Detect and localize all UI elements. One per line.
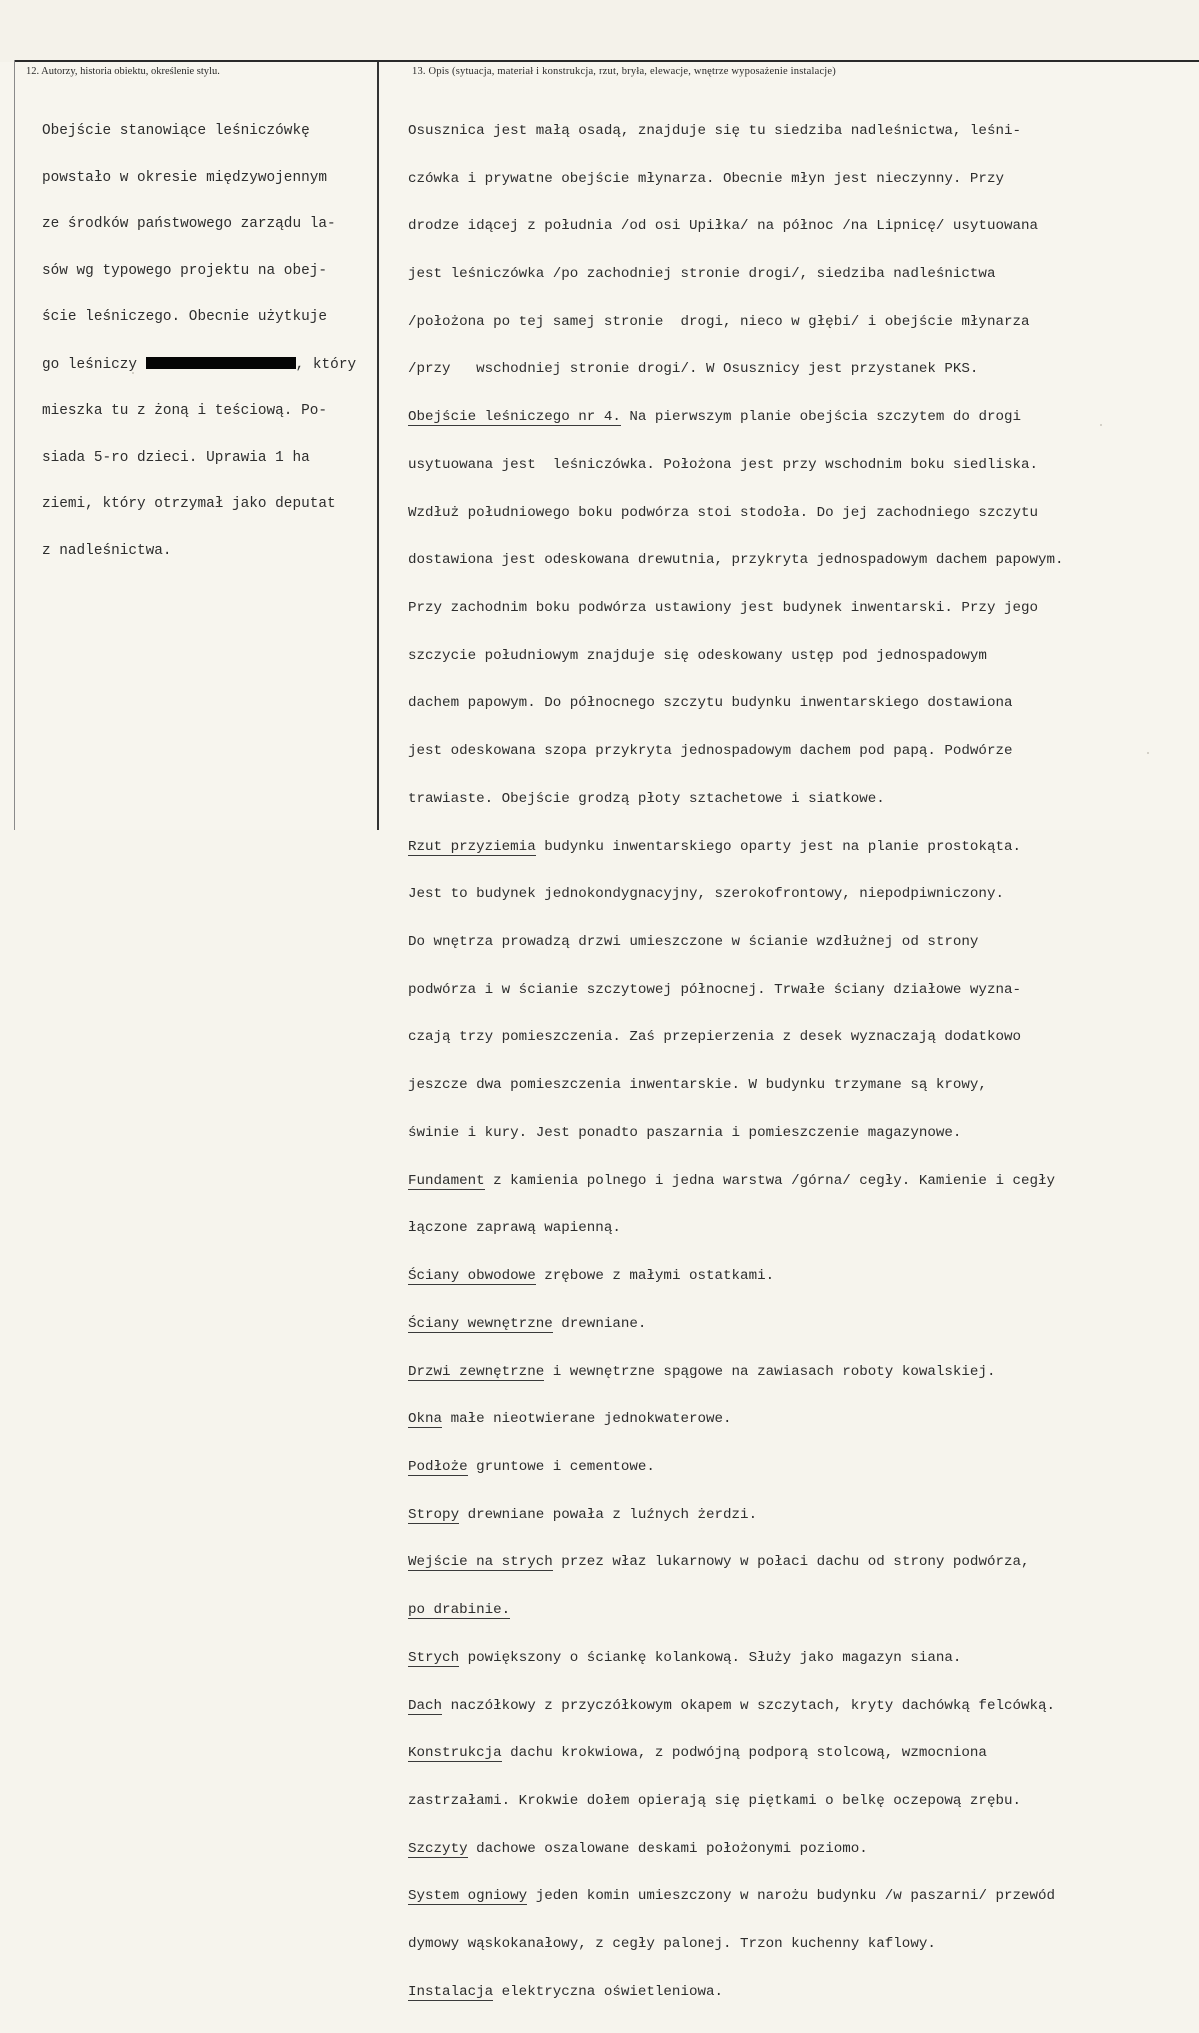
text-line [408, 1651, 1064, 1667]
text-line: Wzdłuż południowego boku podwórza stoi stodoła. Do jej zachodniego szczytu [408, 504, 1039, 521]
underlined-term: Strych [408, 1649, 460, 1666]
text-line [408, 1269, 1064, 1285]
text-line: szczycie południowym znajduje się odeskowany ustęp pod jednospadowym [408, 647, 987, 664]
text-line: jest odeskowana szopa przykryta jednospadowym dachem pod papą. Podwórze [408, 743, 1013, 760]
text-segment: zrębowe z małymi ostatkami. [535, 1268, 775, 1285]
text-line: powstało w okresie międzywojennym [42, 169, 327, 186]
text-line: łączone zaprawą wapienną. [408, 1220, 621, 1237]
description-text [408, 92, 1064, 2033]
text-segment: i wewnętrzne spągowe na zawiasach roboty kowalskiej. [544, 1363, 996, 1380]
text-segment: go leśniczy [42, 356, 137, 373]
underlined-term: Stropy [408, 1506, 460, 1523]
text-segment: drewniane powała z luźnych żerdzi. [459, 1506, 758, 1523]
text-line [408, 1699, 1064, 1715]
underlined-term: Rzut przyziemia [408, 838, 536, 855]
text-line [408, 1889, 1064, 1905]
underlined-term: Ściany wewnętrzne [408, 1315, 553, 1332]
text-line: Osusznica jest małą osadą, znajduje się tu siedziba nadleśnictwa, leśni- [408, 122, 1021, 139]
redaction-bar [146, 357, 296, 369]
text-segment: gruntowe i cementowe. [467, 1458, 655, 1475]
underlined-term: Drzwi zewnętrzne [408, 1363, 545, 1380]
text-segment: jeden komin umieszczony w narożu budynku /w paszarni/ przewód [527, 1888, 1056, 1905]
text-line: Przy zachodnim boku podwórza ustawiony jest budynek inwentarski. Przy jego [408, 600, 1039, 616]
text-segment: dachowe oszalowane deskami położonymi poziomo. [467, 1840, 868, 1857]
text-segment: naczółkowy z przyczółkowym okapem w szczytach, kryty dachówką felcówką. [442, 1697, 1056, 1714]
top-margin [0, 0, 1199, 62]
text-line [408, 1603, 1064, 1619]
text-line [408, 1317, 1064, 1333]
text-line: dymowy wąskokanałowy, z cegły palonej. Trzon kuchenny kaflowy. [408, 1936, 936, 1953]
underlined-term: Fundament [408, 1172, 485, 1189]
text-line [408, 1460, 1064, 1476]
text-line: świnie i kury. Jest ponadto paszarnia i pomieszczenie magazynowe. [408, 1124, 962, 1141]
text-segment: budynku inwentarskiego oparty jest na planie prostokąta. [535, 838, 1022, 855]
underlined-term: Okna [408, 1411, 443, 1428]
paper-speck [132, 372, 134, 374]
text-line [408, 1555, 1064, 1571]
paper-speck [1100, 424, 1102, 426]
text-line: ze środków państwowego zarządu la- [42, 216, 336, 232]
text-line: Obejście stanowiące leśniczówkę [42, 123, 310, 139]
underlined-term: Wejście na strych [408, 1554, 553, 1571]
text-segment: przez właz lukarnowy w połaci dachu od strony podwórza, [552, 1554, 1030, 1571]
text-segment: drewniane. [552, 1315, 647, 1332]
header-rule [14, 60, 1199, 62]
text-line: drodze idącej z południa /od osi Upiłka/ na północ /na Lipnicę/ usytuowana [408, 218, 1039, 235]
text-line: dachem papowym. Do północnego szczytu budynku inwentarskiego dostawiona [408, 695, 1013, 712]
text-segment: małe nieotwierane jednokwaterowe. [442, 1411, 732, 1428]
text-line: Do wnętrza prowadzą drzwi umieszczone w ścianie wzdłużnej od strony [408, 934, 979, 951]
text-line [408, 1412, 1064, 1428]
text-segment: , który [295, 356, 357, 373]
text-segment: dachu krokwiowa, z podwójną podporą stolcową, wzmocniona [501, 1745, 987, 1762]
underlined-term: Szczyty [408, 1840, 468, 1857]
underlined-term: Dach [408, 1697, 443, 1714]
text-segment: Na pierwszym planie obejścia szczytem do drogi [620, 409, 1022, 426]
underlined-term: Konstrukcja [408, 1745, 502, 1762]
text-line [408, 1365, 1064, 1381]
text-line: podwórza i w ścianie szczytowej północnej. Trwałe ściany działowe wyzna- [408, 981, 1021, 998]
text-line: z nadleśnictwa. [42, 542, 172, 559]
text-line [408, 1985, 1064, 2001]
text-line: czówka i prywatne obejście młynarza. Obecnie młyn jest nieczynny. Przy [408, 170, 1004, 187]
text-line: trawiaste. Obejście grodzą płoty sztachetowe i siatkowe. [408, 790, 885, 807]
text-segment: powiększony o ściankę kolankową. Służy jako magazyn siana. [459, 1649, 962, 1666]
column-divider [377, 62, 379, 830]
text-line: Jest to budynek jednokondygnacyjny, szerokofrontowy, niepodpiwniczony. [408, 886, 1004, 903]
section-12-header: 12. Autorzy, historia obiektu, określenie stylu. [26, 66, 220, 77]
underlined-term: Ściany obwodowe [408, 1268, 536, 1285]
text-line: ziemi, który otrzymał jako deputat [42, 496, 336, 512]
text-line: /przy wschodniej stronie drogi/. W Osusznicy jest przystanek PKS. [408, 361, 979, 378]
text-line [408, 1508, 1064, 1524]
section-13-header: 13. Opis (sytuacja, materiał i konstrukcja, rzut, bryła, elewacje, wnętrze wyposażenie instalacje) [412, 66, 836, 77]
text-line [408, 1842, 1064, 1858]
text-line: mieszka tu z żoną i teściową. Po- [42, 403, 327, 419]
underlined-term: po drabinie. [408, 1602, 511, 1619]
text-line: sów wg typowego projektu na obej- [42, 262, 327, 279]
underlined-term: System ogniowy [408, 1888, 528, 1905]
left-border [14, 60, 15, 830]
underlined-term: Instalacja [408, 1983, 494, 2000]
text-line [408, 1746, 1064, 1762]
text-segment: z kamienia polnego i jedna warstwa /górna/ cegły. Kamienie i cegły [484, 1172, 1056, 1189]
text-line [42, 357, 356, 374]
text-line [408, 840, 1064, 856]
underlined-term: Podłoże [408, 1458, 468, 1475]
text-line: /położona po tej samej stronie drogi, nieco w głębi/ i obejście młynarza [408, 313, 1030, 330]
text-line: jeszcze dwa pomieszczenia inwentarskie. W budynku trzymane są krowy, [408, 1077, 987, 1094]
text-line: dostawiona jest odeskowana drewutnia, przykryta jednospadowym dachem papowym. [408, 552, 1064, 569]
underlined-term: Obejście leśniczego nr 4. [408, 409, 621, 426]
history-text [42, 93, 356, 590]
text-line: zastrzałami. Krokwie dołem opierają się piętkami o belkę oczepową zrębu. [408, 1792, 1021, 1809]
paper-speck [1147, 752, 1149, 754]
text-line: usytuowana jest leśniczówka. Położona jest przy wschodnim boku siedliska. [408, 456, 1039, 473]
text-segment: elektryczna oświetleniowa. [493, 1983, 724, 2000]
text-line: czają trzy pomieszczenia. Zaś przepierzenia z desek wyznaczają dodatkowo [408, 1029, 1021, 1046]
text-line [408, 410, 1064, 426]
text-line [408, 1174, 1064, 1190]
text-line: jest leśniczówka /po zachodniej stronie drogi/, siedziba nadleśnictwa [408, 265, 996, 282]
text-line: siada 5-ro dzieci. Uprawia 1 ha [42, 449, 310, 466]
text-line: ście leśniczego. Obecnie użytkuje [42, 309, 327, 325]
